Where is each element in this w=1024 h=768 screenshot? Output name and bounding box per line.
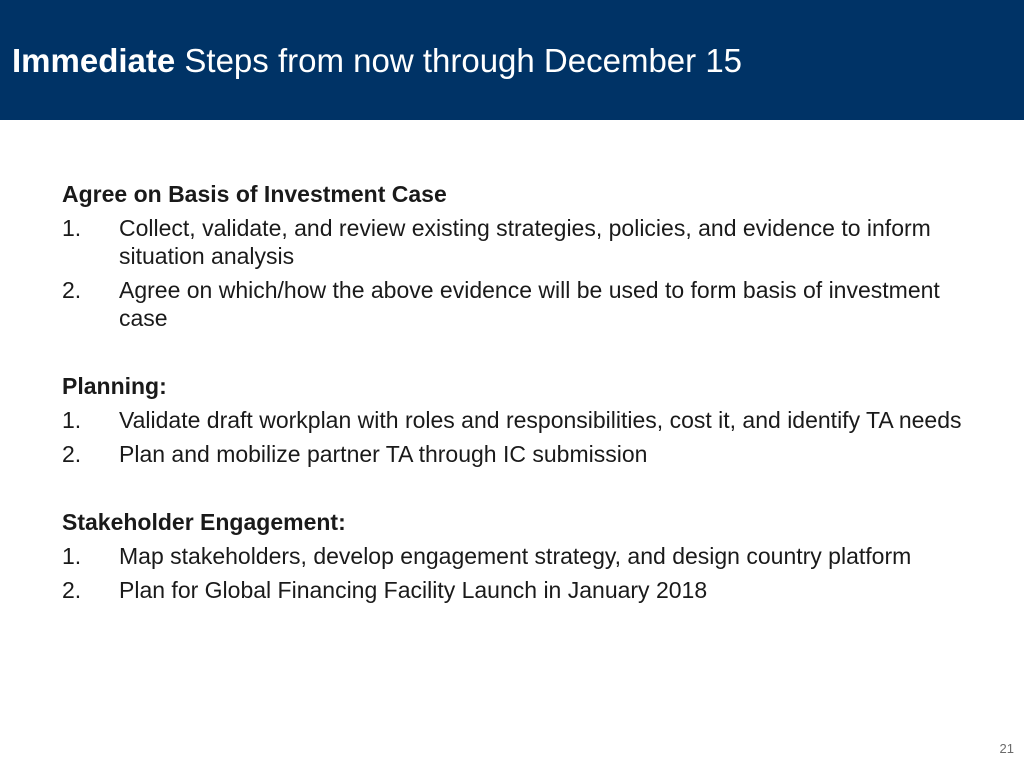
list-item-number: 1. [62, 543, 82, 569]
slide-title-emphasis: Immediate [12, 42, 176, 79]
section-heading: Planning: [62, 373, 167, 399]
list-item-text: Collect, validate, and review existing strategies, policies, and evidence to inform situation analysis [119, 215, 931, 269]
slide-title [12, 38, 742, 84]
section-stakeholder-engagement [62, 508, 982, 604]
list-item [62, 542, 982, 570]
list-item [62, 576, 982, 604]
slide-header [0, 0, 1024, 120]
numbered-list [62, 214, 982, 332]
section-investment-case [62, 180, 982, 332]
list-item [62, 440, 982, 468]
list-item-number: 2. [62, 577, 82, 603]
slide-title-rest: Steps from now through December 15 [175, 42, 743, 79]
section-planning [62, 372, 982, 468]
numbered-list [62, 406, 982, 468]
list-item-number: 2. [62, 277, 82, 303]
list-item-number: 1. [62, 215, 82, 241]
list-item-number: 2. [62, 441, 82, 467]
list-item [62, 214, 982, 270]
slide-body [62, 180, 982, 644]
list-item-text: Plan for Global Financing Facility Launch in January 2018 [119, 577, 708, 603]
list-item-text: Map stakeholders, develop engagement strategy, and design country platform [119, 543, 912, 569]
list-item [62, 276, 982, 332]
list-item [62, 406, 982, 434]
list-item-text: Agree on which/how the above evidence will be used to form basis of investment case [119, 277, 940, 331]
numbered-list [62, 542, 982, 604]
section-heading: Stakeholder Engagement: [62, 509, 346, 535]
list-item-number: 1. [62, 407, 82, 433]
list-item-text: Plan and mobilize partner TA through IC submission [119, 441, 648, 467]
section-heading: Agree on Basis of Investment Case [62, 181, 447, 207]
list-item-text: Validate draft workplan with roles and responsibilities, cost it, and identify TA needs [119, 407, 962, 433]
page-number: 21 [999, 741, 1014, 756]
